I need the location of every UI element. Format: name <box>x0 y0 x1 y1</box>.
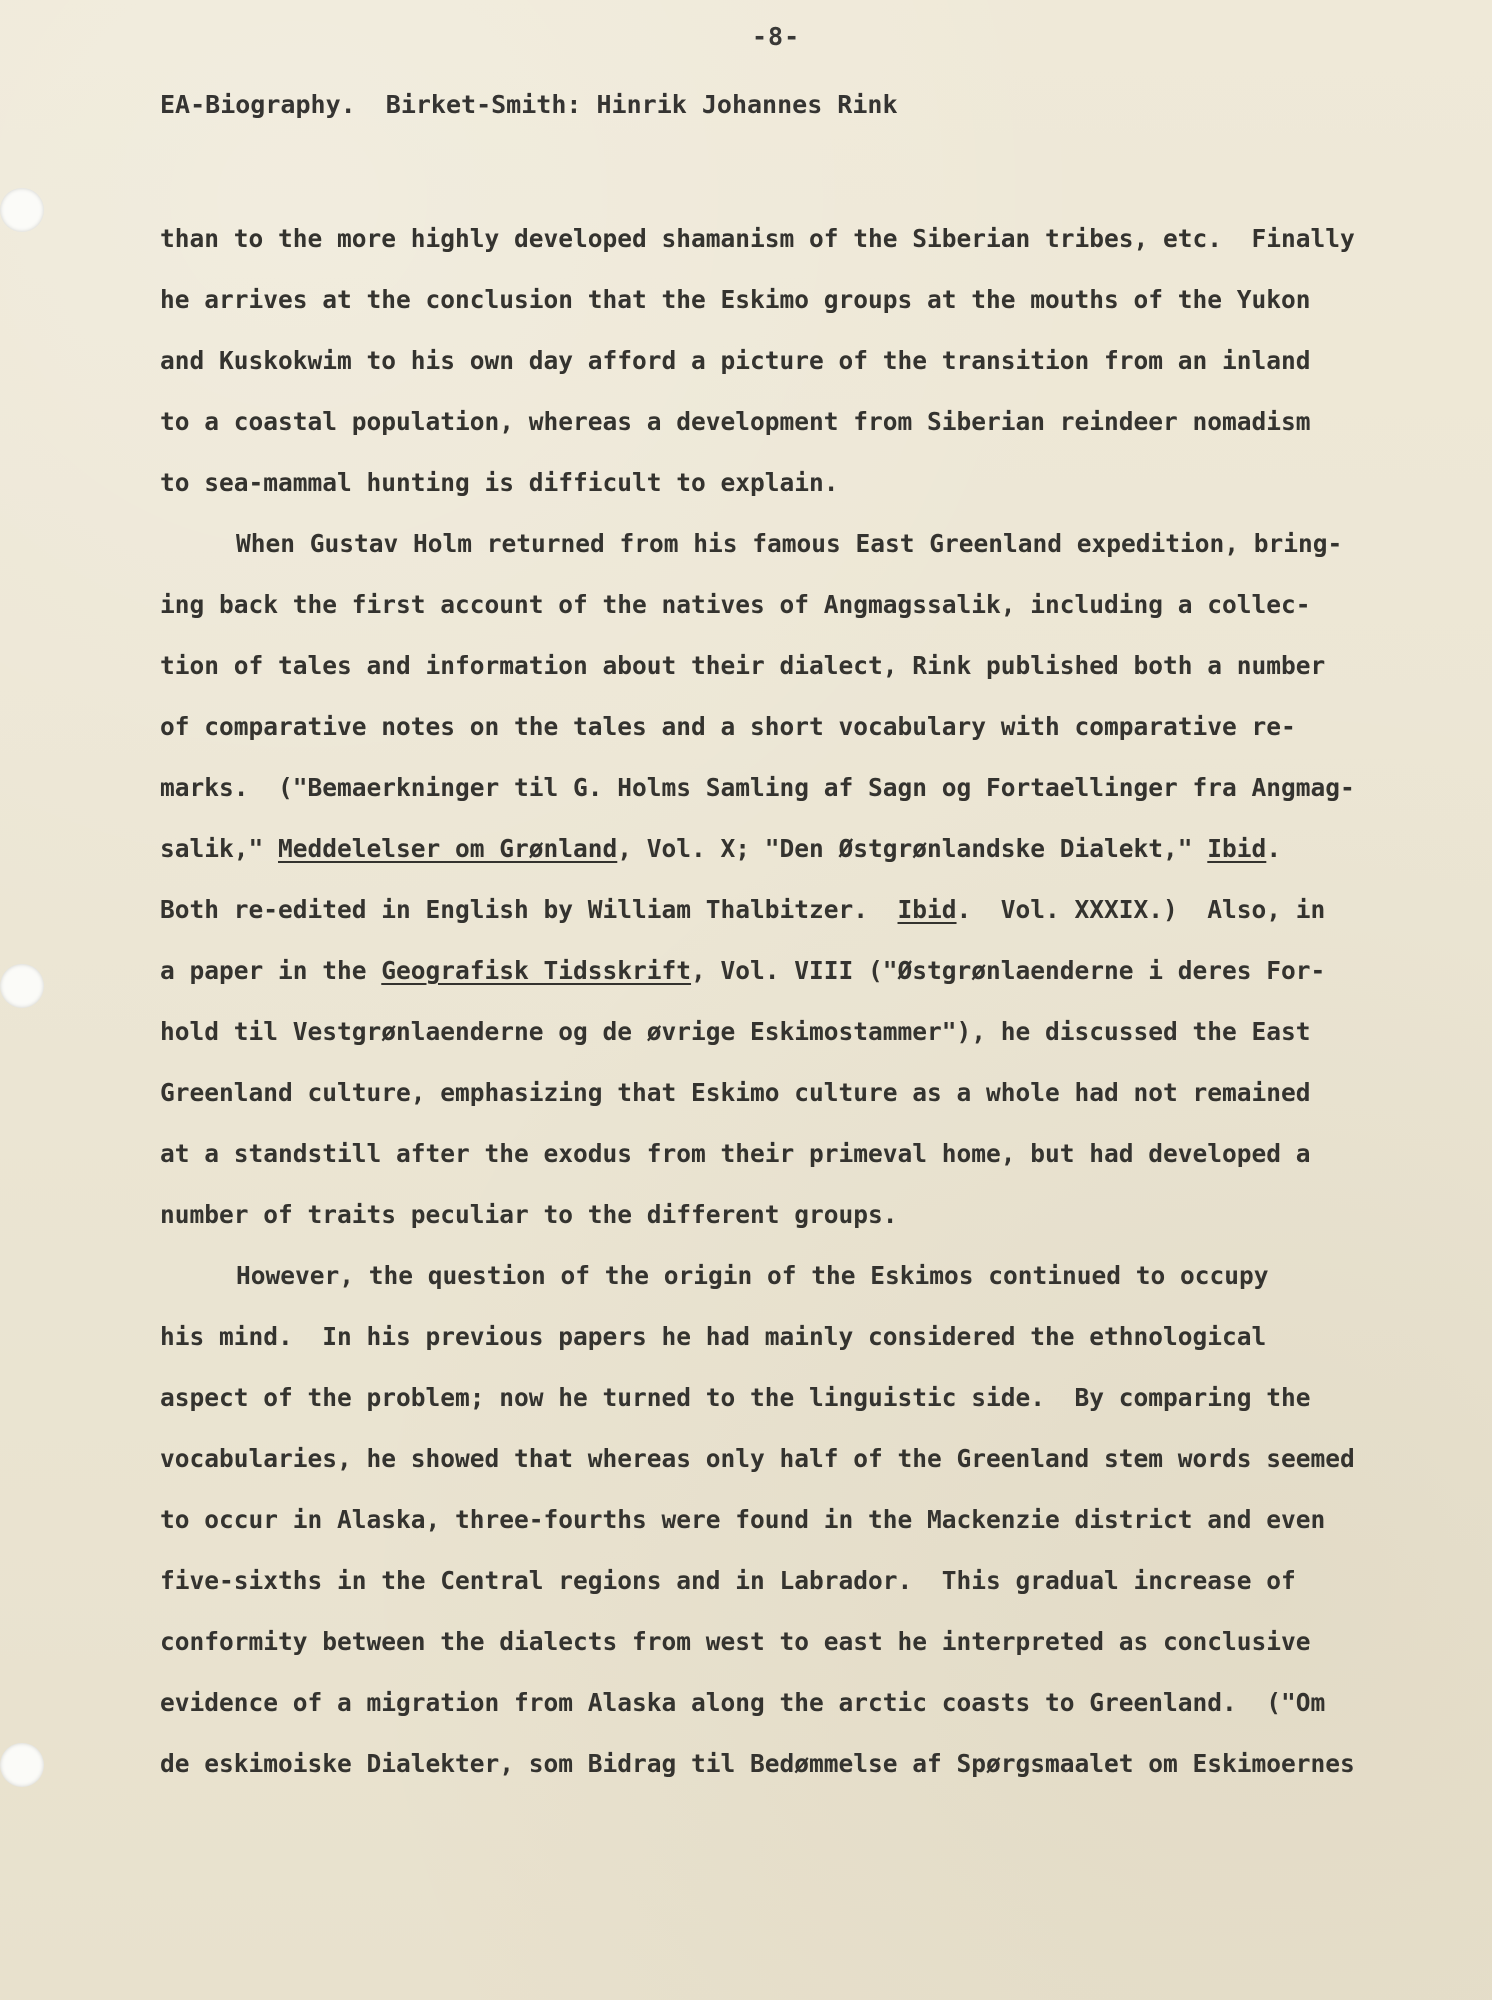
text-segment: at a standstill after the exodus from their primeval home, but had developed a <box>160 1139 1311 1168</box>
text-segment: a paper in the <box>160 956 382 985</box>
text-segment: and Kuskokwim to his own day afford a picture of the transition from an inland <box>160 346 1311 375</box>
text-segment: than to the more highly developed shamanism of the Siberian tribes, etc. Finally <box>160 224 1355 253</box>
text-segment: to a coastal population, whereas a development from Siberian reindeer nomadism <box>160 407 1311 436</box>
text-line <box>160 574 1400 635</box>
text-line <box>160 1489 1400 1550</box>
text-line <box>160 940 1400 1001</box>
text-line <box>160 1733 1400 1794</box>
text-line <box>160 1001 1400 1062</box>
text-segment: vocabularies, he showed that whereas only half of the Greenland stem words seemed <box>160 1444 1355 1473</box>
text-segment: his mind. In his previous papers he had mainly considered the ethnological <box>160 1322 1267 1351</box>
text-segment: salik," <box>160 834 279 863</box>
text-line <box>160 635 1400 696</box>
text-segment: . Vol. XXXIX.) Also, in <box>956 895 1326 924</box>
text-line <box>160 208 1400 269</box>
text-line <box>160 1672 1400 1733</box>
text-segment: tion of tales and information about their dialect, Rink published both a number <box>160 651 1326 680</box>
text-segment: Greenland culture, emphasizing that Eskimo culture as a whole had not remained <box>160 1078 1311 1107</box>
text-line <box>160 1123 1400 1184</box>
text-segment: , Vol. VIII ("Østgrønlaenderne i deres For- <box>691 956 1326 985</box>
text-line <box>160 452 1400 513</box>
underlined-title: Ibid <box>1207 834 1267 863</box>
underlined-title: Geografisk Tidsskrift <box>381 956 692 985</box>
text-segment: five-sixths in the Central regions and in Labrador. This gradual increase of <box>160 1566 1296 1595</box>
text-segment: . <box>1266 834 1282 863</box>
text-line <box>160 1428 1400 1489</box>
text-segment: , Vol. X; "Den Østgrønlandske Dialekt," <box>617 834 1208 863</box>
text-segment: conformity between the dialects from west to east he interpreted as conclusive <box>160 1627 1311 1656</box>
text-segment: hold til Vestgrønlaenderne og de øvrige Eskimostammer"), he discussed the East <box>160 1017 1311 1046</box>
text-segment: When Gustav Holm returned from his famous East Greenland expedition, bring- <box>236 529 1343 558</box>
text-segment: number of traits peculiar to the different groups. <box>160 1200 898 1229</box>
document-header: EA-Biography. Birket-Smith: Hinrik Johannes Rink <box>160 90 898 119</box>
text-segment: evidence of a migration from Alaska along the arctic coasts to Greenland. ("Om <box>160 1688 1326 1717</box>
text-line <box>160 1062 1400 1123</box>
text-segment: marks. ("Bemaerkninger til G. Holms Samling af Sagn og Fortaellinger fra Angmag- <box>160 773 1355 802</box>
underlined-title: Ibid <box>897 895 957 924</box>
text-segment: Both re-edited in English by William Thalbitzer. <box>160 895 898 924</box>
text-segment: de eskimoiske Dialekter, som Bidrag til Bedømmelse af Spørgsmaalet om Eskimoernes <box>160 1749 1355 1778</box>
text-line <box>160 1367 1400 1428</box>
text-segment: However, the question of the origin of the Eskimos continued to occupy <box>236 1261 1269 1290</box>
page-number: -8- <box>752 22 801 51</box>
text-line <box>160 391 1400 452</box>
text-segment: he arrives at the conclusion that the Eskimo groups at the mouths of the Yukon <box>160 285 1311 314</box>
text-line <box>160 696 1400 757</box>
punch-hole <box>0 188 44 232</box>
text-segment: aspect of the problem; now he turned to the linguistic side. By comparing the <box>160 1383 1311 1412</box>
text-line <box>160 1184 1400 1245</box>
text-line <box>160 757 1400 818</box>
text-line <box>160 1550 1400 1611</box>
text-line <box>160 879 1400 940</box>
text-segment: to occur in Alaska, three-fourths were found in the Mackenzie district and even <box>160 1505 1326 1534</box>
text-segment: of comparative notes on the tales and a short vocabulary with comparative re- <box>160 712 1296 741</box>
punch-hole <box>0 1743 44 1787</box>
text-line <box>160 330 1400 391</box>
punch-hole <box>0 964 44 1008</box>
text-line <box>160 1245 1400 1306</box>
body-text <box>160 208 1400 1794</box>
text-line <box>160 269 1400 330</box>
text-line <box>160 513 1400 574</box>
text-line <box>160 1611 1400 1672</box>
text-segment: ing back the first account of the natives of Angmagssalik, including a collec- <box>160 590 1311 619</box>
text-line <box>160 1306 1400 1367</box>
text-line <box>160 818 1400 879</box>
underlined-title: Meddelelser om Grønland <box>278 834 618 863</box>
text-segment: to sea-mammal hunting is difficult to explain. <box>160 468 839 497</box>
